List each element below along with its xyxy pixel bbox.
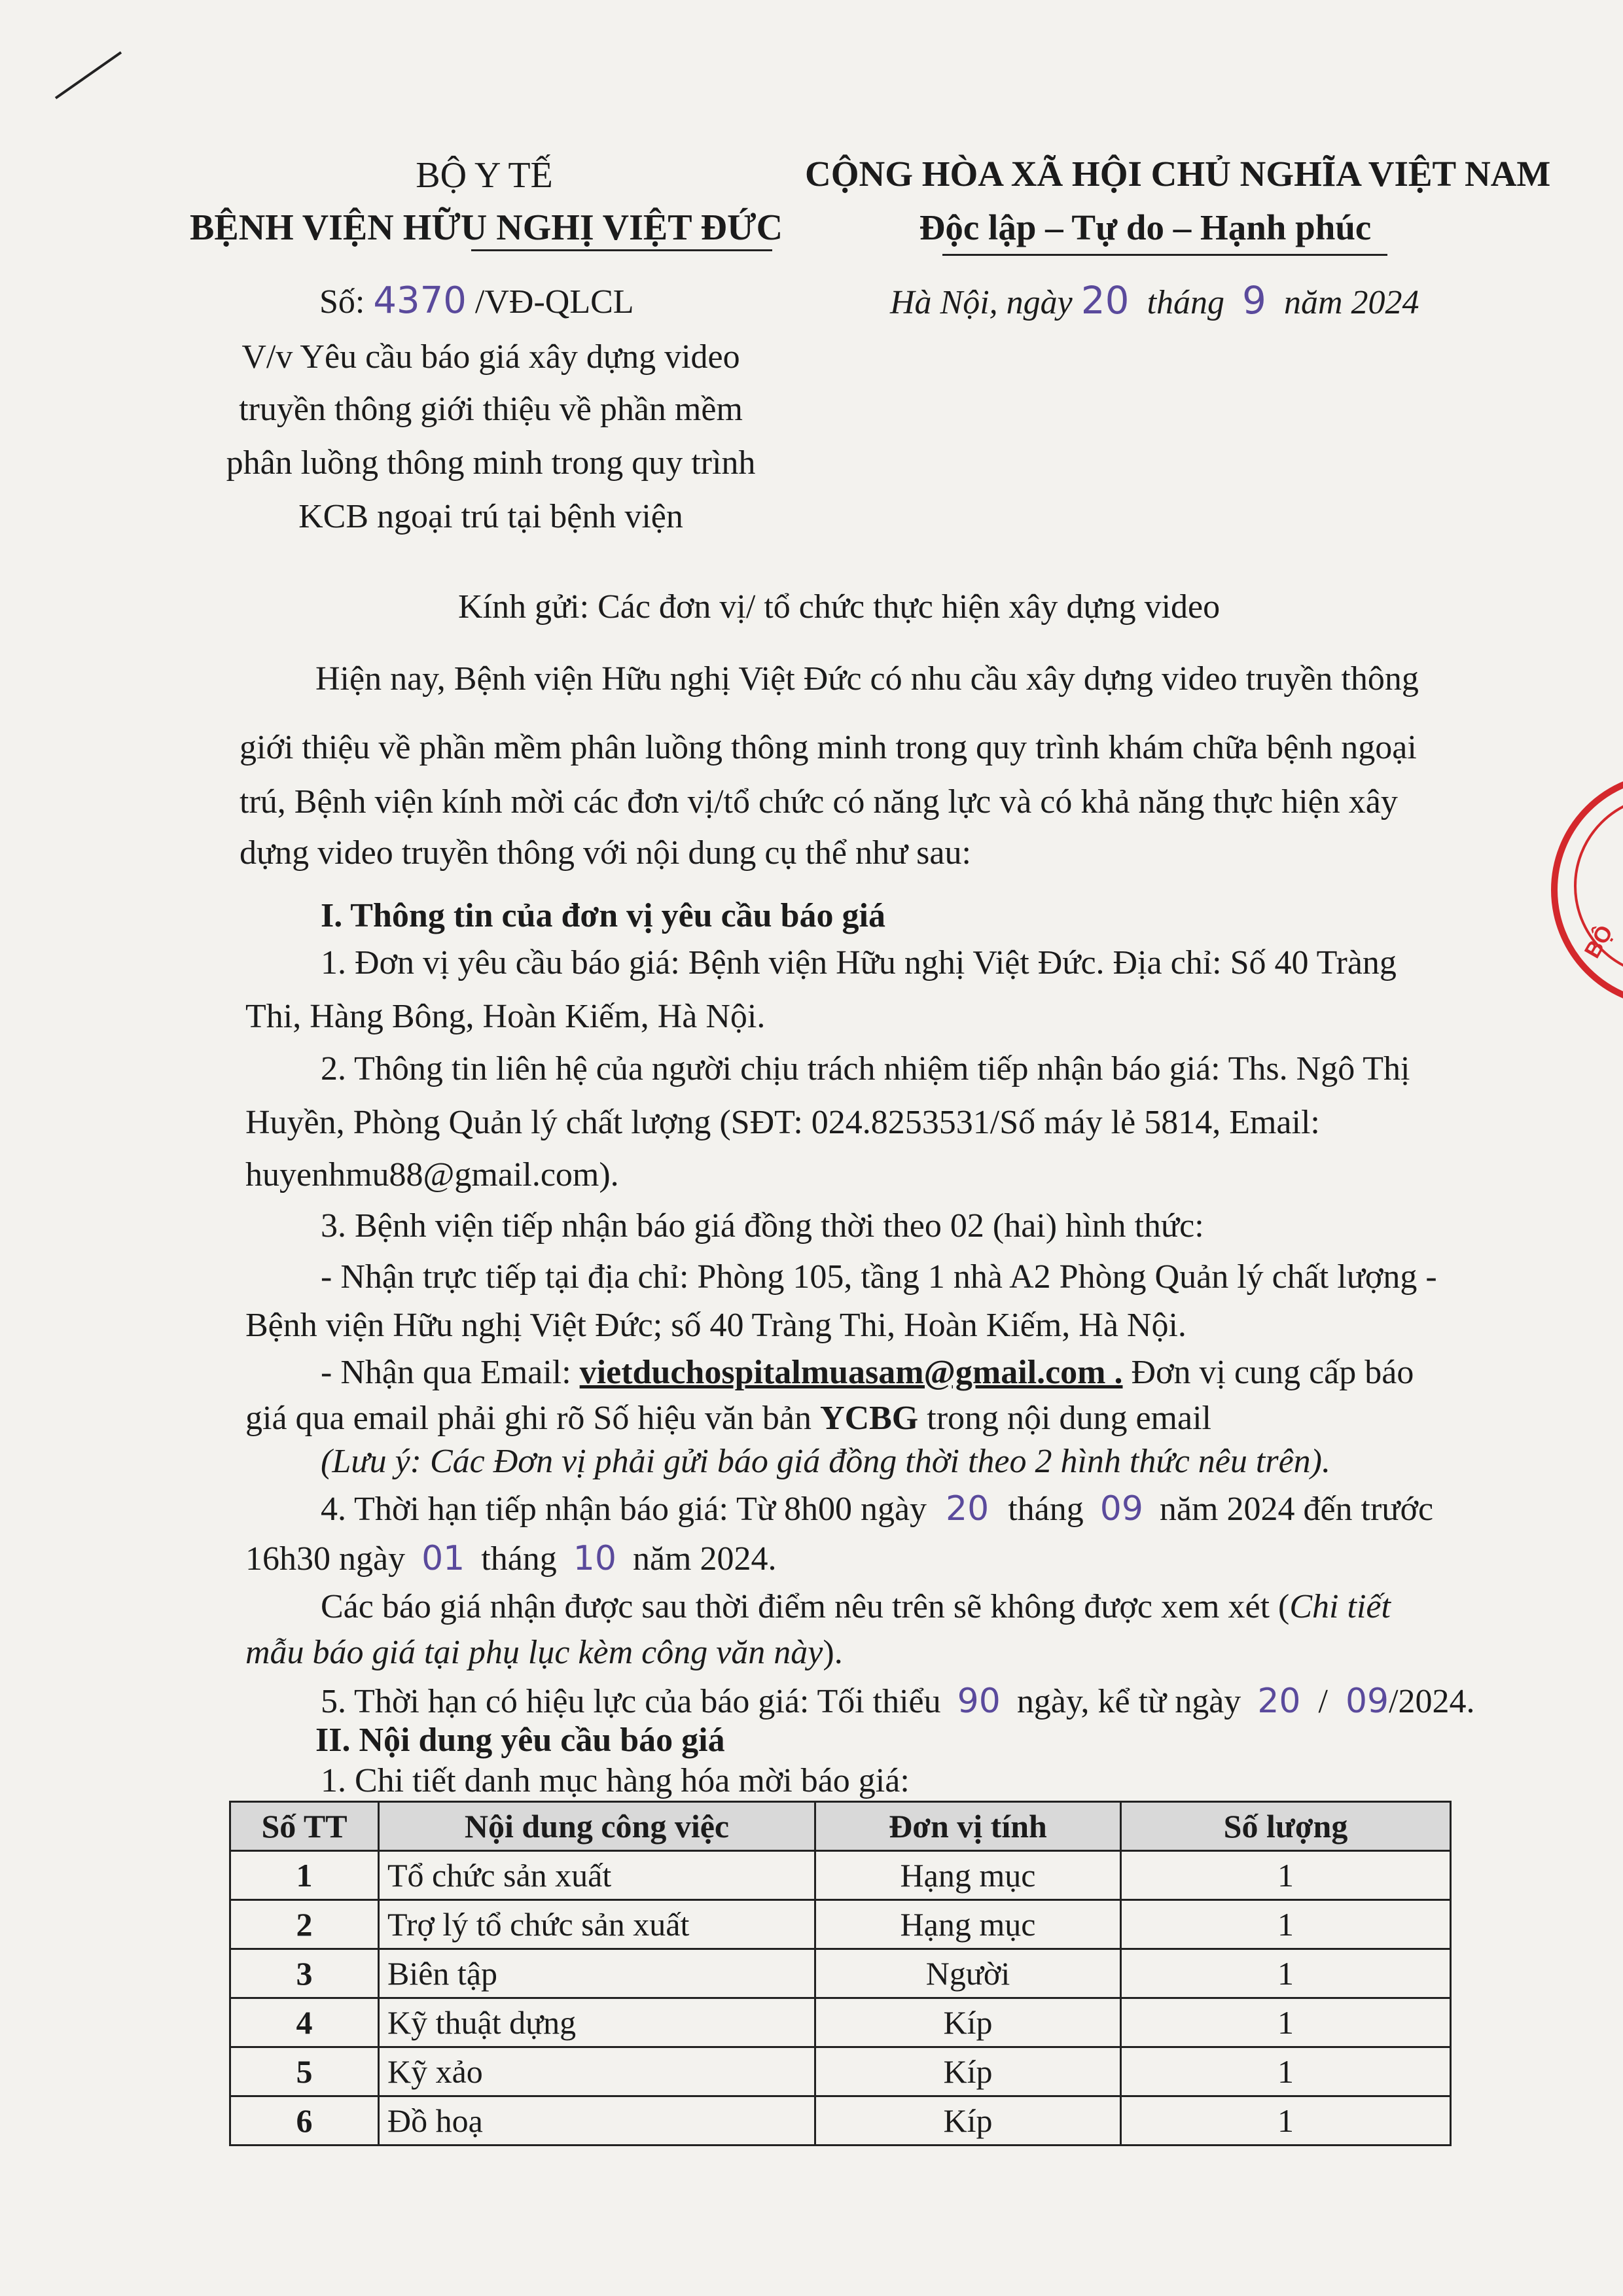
item-2-line: 2. Thông tin liên hệ của người chịu trách nhiệm tiếp nhận báo giá: Ths. Ngô Thị bbox=[321, 1050, 1410, 1087]
item-4-month2-handwritten: 10 bbox=[573, 1539, 616, 1578]
cell-qty: 1 bbox=[1121, 2096, 1451, 2146]
item-3-note: (Lưu ý: Các Đơn vị phải gửi báo giá đồng thời theo 2 hình thức nêu trên). bbox=[321, 1443, 1330, 1480]
item-5-text: ngày, kể từ ngày bbox=[1016, 1683, 1241, 1720]
nation-name: CỘNG HÒA XÃ HỘI CHỦ NGHĨA VIỆT NAM bbox=[805, 154, 1551, 194]
salutation: Kính gửi: Các đơn vị/ tổ chức thực hiện xây dựng video bbox=[458, 588, 1221, 626]
email-note-text: trong nội dung email bbox=[918, 1400, 1211, 1437]
item-5-text: 5. Thời hạn có hiệu lực của báo giá: Tối thiểu bbox=[321, 1683, 941, 1720]
cell-qty: 1 bbox=[1121, 1900, 1451, 1949]
item-5-line bbox=[321, 1684, 1475, 1719]
doc-no-label: Số: bbox=[319, 283, 365, 321]
motto-underline bbox=[942, 254, 1387, 256]
intro-line: Hiện nay, Bệnh viện Hữu nghị Việt Đức có nhu cầu xây dựng video truyền thông bbox=[315, 660, 1419, 698]
national-motto: Độc lập – Tự do – Hạnh phúc bbox=[919, 207, 1372, 247]
cell-task: Đồ hoạ bbox=[379, 2096, 815, 2146]
item-4-text: 4. Thời hạn tiếp nhận báo giá: Từ 8h00 ngày bbox=[321, 1491, 927, 1528]
table-row bbox=[230, 1900, 1451, 1949]
col-header-no: Số TT bbox=[230, 1802, 379, 1851]
subject-line: V/v Yêu cầu báo giá xây dựng video bbox=[241, 338, 740, 376]
cell-qty: 1 bbox=[1121, 1851, 1451, 1900]
date-prefix: Hà Nội, ngày bbox=[890, 284, 1073, 321]
item-4-day1-handwritten: 20 bbox=[946, 1489, 990, 1528]
cell-task: Kỹ xảo bbox=[379, 2047, 815, 2096]
late-note-italic: mẫu báo giá tại phụ lục kèm công văn này bbox=[245, 1634, 823, 1671]
item-3-email-line bbox=[321, 1356, 1414, 1390]
item-3-direct-line: - Nhận trực tiếp tại địa chỉ: Phòng 105, tầng 1 nhà A2 Phòng Quản lý chất lượng - bbox=[321, 1258, 1437, 1296]
section-1-heading: I. Thông tin của đơn vị yêu cầu báo giá bbox=[321, 897, 885, 934]
table-row bbox=[230, 1998, 1451, 2047]
pen-mark bbox=[46, 39, 131, 111]
table-row bbox=[230, 1851, 1451, 1900]
table-intro: 1. Chi tiết danh mục hàng hóa mời báo giá: bbox=[321, 1762, 910, 1799]
cell-unit: Hạng mục bbox=[815, 1900, 1121, 1949]
cell-qty: 1 bbox=[1121, 2047, 1451, 2096]
section-2-heading: II. Nội dung yêu cầu báo giá bbox=[315, 1722, 725, 1759]
cell-no: 6 bbox=[230, 2096, 379, 2146]
item-4-text: 16h30 ngày bbox=[245, 1540, 406, 1578]
col-header-task: Nội dung công việc bbox=[379, 1802, 815, 1851]
doc-no-suffix: /VĐ-QLCL bbox=[474, 283, 634, 321]
col-header-unit: Đơn vị tính bbox=[815, 1802, 1121, 1851]
table-header-row bbox=[230, 1802, 1451, 1851]
item-1-line: 1. Đơn vị yêu cầu báo giá: Bệnh viện Hữu nghị Việt Đức. Địa chỉ: Số 40 Tràng bbox=[321, 944, 1397, 981]
item-3-email-line-2 bbox=[245, 1402, 1211, 1436]
late-note-text: Các báo giá nhận được sau thời điểm nêu trên sẽ không được xem xét ( bbox=[321, 1588, 1290, 1625]
table-row bbox=[230, 2047, 1451, 2096]
cell-no: 3 bbox=[230, 1949, 379, 1998]
item-3-line: 3. Bệnh viện tiếp nhận báo giá đồng thời theo 02 (hai) hình thức: bbox=[321, 1207, 1204, 1245]
item-4-day2-handwritten: 01 bbox=[421, 1539, 465, 1578]
cell-task: Biên tập bbox=[379, 1949, 815, 1998]
intro-line: trú, Bệnh viện kính mời các đơn vị/tổ chức có năng lực và có khả năng thực hiện xây bbox=[240, 783, 1398, 821]
cell-no: 5 bbox=[230, 2047, 379, 2096]
item-5-day-handwritten: 20 bbox=[1257, 1682, 1301, 1721]
date-day-handwritten: 20 bbox=[1080, 278, 1130, 323]
item-4-text: năm 2024. bbox=[632, 1540, 777, 1578]
goods-table bbox=[229, 1801, 1452, 2146]
cell-qty: 1 bbox=[1121, 1998, 1451, 2047]
cell-unit: Hạng mục bbox=[815, 1851, 1121, 1900]
item-5-text: / bbox=[1318, 1683, 1328, 1720]
email-suffix: Đơn vị cung cấp báo bbox=[1122, 1354, 1414, 1391]
cell-no: 4 bbox=[230, 1998, 379, 2047]
seal-text: BỘ bbox=[1579, 921, 1618, 963]
intro-line: giới thiệu về phần mềm phân luồng thông minh trong quy trình khám chữa bệnh ngoại bbox=[240, 729, 1417, 766]
document-code: YCBG bbox=[820, 1400, 919, 1437]
item-5-text: /2024. bbox=[1389, 1683, 1475, 1720]
date-year: năm 2024 bbox=[1283, 284, 1419, 321]
date-month-handwritten: 9 bbox=[1242, 278, 1266, 323]
item-5-days-handwritten: 90 bbox=[957, 1682, 1001, 1721]
late-note-italic: Chi tiết bbox=[1289, 1588, 1391, 1625]
item-4-line-2 bbox=[245, 1539, 777, 1578]
hospital-name: BỆNH VIỆN HỮU NGHỊ VIỆT ĐỨC bbox=[190, 207, 783, 248]
subject-line: phân luồng thông minh trong quy trình bbox=[226, 444, 756, 482]
cell-no: 1 bbox=[230, 1851, 379, 1900]
table-row bbox=[230, 2096, 1451, 2146]
table-row bbox=[230, 1949, 1451, 1998]
email-link[interactable]: vietduchospitalmuasam@gmail.com . bbox=[579, 1354, 1123, 1391]
cell-unit: Kíp bbox=[815, 2047, 1121, 2096]
item-2-line: Huyền, Phòng Quản lý chất lượng (SĐT: 024.8253531/Số máy lẻ 5814, Email: bbox=[245, 1104, 1320, 1141]
document-number bbox=[319, 279, 634, 322]
item-4-line bbox=[321, 1489, 1434, 1528]
cell-qty: 1 bbox=[1121, 1949, 1451, 1998]
cell-unit: Kíp bbox=[815, 2096, 1121, 2146]
ministry-name: BỘ Y TẾ bbox=[416, 155, 553, 196]
late-note-line-2 bbox=[245, 1636, 843, 1670]
subject-line: truyền thông giới thiệu về phần mềm bbox=[239, 391, 743, 428]
email-note-text: giá qua email phải ghi rõ Số hiệu văn bản bbox=[245, 1400, 821, 1437]
document-date bbox=[890, 278, 1419, 323]
late-note-line bbox=[321, 1590, 1391, 1624]
cell-task: Tổ chức sản xuất bbox=[379, 1851, 815, 1900]
date-month-label: tháng bbox=[1147, 284, 1225, 321]
item-2-line: huyenhmu88@gmail.com). bbox=[245, 1156, 619, 1193]
cell-task: Kỹ thuật dựng bbox=[379, 1998, 815, 2047]
intro-line: dựng video truyền thông với nội dung cụ thể như sau: bbox=[240, 834, 971, 872]
late-note-text: ). bbox=[823, 1634, 843, 1671]
item-4-month1-handwritten: 09 bbox=[1099, 1489, 1143, 1528]
col-header-qty: Số lượng bbox=[1121, 1802, 1451, 1851]
cell-unit: Kíp bbox=[815, 1998, 1121, 2047]
item-4-text: tháng bbox=[481, 1540, 557, 1578]
item-3-direct-line: Bệnh viện Hữu nghị Việt Đức; số 40 Tràng Thi, Hoàn Kiếm, Hà Nội. bbox=[245, 1307, 1186, 1344]
doc-no-handwritten: 4370 bbox=[373, 279, 467, 322]
cell-no: 2 bbox=[230, 1900, 379, 1949]
cell-unit: Người bbox=[815, 1949, 1121, 1998]
cell-task: Trợ lý tổ chức sản xuất bbox=[379, 1900, 815, 1949]
item-5-month-handwritten: 09 bbox=[1345, 1682, 1389, 1721]
email-prefix: - Nhận qua Email: bbox=[321, 1354, 580, 1391]
item-4-text: năm 2024 đến trước bbox=[1159, 1491, 1434, 1528]
item-1-line: Thi, Hàng Bông, Hoàn Kiếm, Hà Nội. bbox=[245, 998, 766, 1035]
subject-line: KCB ngoại trú tại bệnh viện bbox=[298, 498, 683, 535]
hospital-underline bbox=[471, 249, 772, 251]
item-4-text: tháng bbox=[1008, 1491, 1084, 1528]
